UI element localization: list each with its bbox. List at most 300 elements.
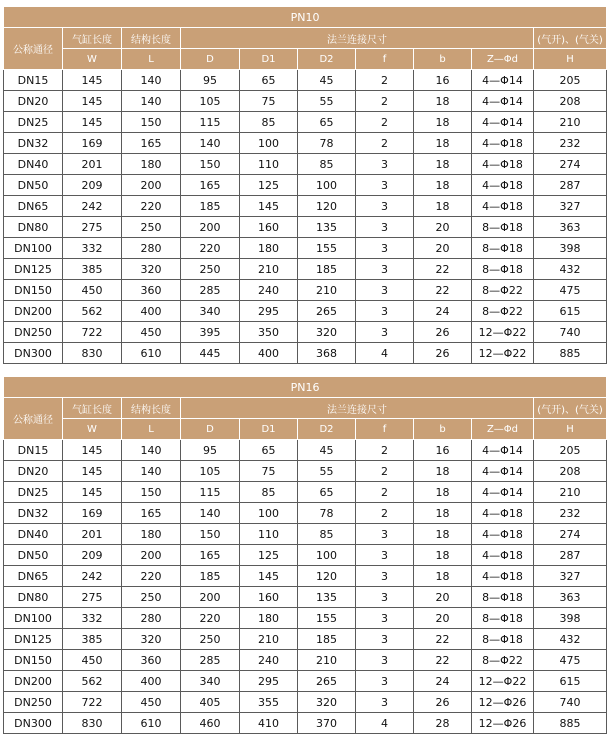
d1-cell: 160 [240, 587, 298, 608]
d1-cell: 110 [240, 524, 298, 545]
l-cell: 165 [122, 133, 181, 154]
z-phi-d-cell: 12—Φ26 [472, 692, 534, 713]
w-cell: 722 [63, 322, 122, 343]
d-cell: 395 [181, 322, 240, 343]
b-cell: 18 [414, 196, 472, 217]
d2-cell: 65 [298, 482, 356, 503]
table-row [4, 238, 607, 259]
h-cell: 274 [534, 154, 607, 175]
d1-cell: 145 [240, 566, 298, 587]
w-cell: 145 [63, 461, 122, 482]
d2-cell: 185 [298, 259, 356, 280]
table-row [4, 91, 607, 112]
f-cell: 2 [356, 70, 414, 91]
d-cell: 220 [181, 238, 240, 259]
title-row [4, 377, 607, 398]
d1-cell: 85 [240, 482, 298, 503]
d2-cell: 85 [298, 524, 356, 545]
d1-cell: 75 [240, 91, 298, 112]
h-cell: 274 [534, 524, 607, 545]
d2-cell: 100 [298, 545, 356, 566]
col-l-header: L [122, 49, 181, 70]
d-cell: 445 [181, 343, 240, 364]
h-cell: 885 [534, 713, 607, 734]
d1-cell: 355 [240, 692, 298, 713]
b-cell: 16 [414, 70, 472, 91]
d-cell: 140 [181, 503, 240, 524]
col-d-header: D [181, 49, 240, 70]
d-cell: 105 [181, 91, 240, 112]
nominal-diameter-cell: DN40 [4, 154, 63, 175]
d-cell: 140 [181, 133, 240, 154]
b-cell: 20 [414, 217, 472, 238]
w-cell: 201 [63, 524, 122, 545]
col-l-header: L [122, 419, 181, 440]
b-cell: 18 [414, 503, 472, 524]
d1-cell: 295 [240, 671, 298, 692]
col-d-header: D [181, 419, 240, 440]
f-cell: 2 [356, 503, 414, 524]
h-cell: 287 [534, 545, 607, 566]
f-cell: 3 [356, 566, 414, 587]
table-row [4, 133, 607, 154]
h-cell: 327 [534, 196, 607, 217]
l-cell: 450 [122, 322, 181, 343]
f-cell: 3 [356, 587, 414, 608]
b-cell: 22 [414, 629, 472, 650]
nominal-diameter-cell: DN50 [4, 175, 63, 196]
d1-cell: 75 [240, 461, 298, 482]
l-cell: 140 [122, 70, 181, 91]
b-cell: 16 [414, 440, 472, 461]
nominal-diameter-cell: DN125 [4, 259, 63, 280]
f-cell: 3 [356, 608, 414, 629]
w-cell: 275 [63, 217, 122, 238]
d2-cell: 78 [298, 503, 356, 524]
z-phi-d-cell: 4—Φ18 [472, 545, 534, 566]
w-cell: 332 [63, 608, 122, 629]
d-cell: 115 [181, 112, 240, 133]
flange-dimensions-header: 法兰连接尺寸 [181, 398, 534, 419]
nominal-diameter-cell: DN80 [4, 217, 63, 238]
w-cell: 275 [63, 587, 122, 608]
nominal-diameter-cell: DN150 [4, 650, 63, 671]
col-h-header: H [534, 49, 607, 70]
nominal-diameter-cell: DN50 [4, 545, 63, 566]
nominal-diameter-cell: DN80 [4, 587, 63, 608]
z-phi-d-cell: 8—Φ18 [472, 587, 534, 608]
d1-cell: 110 [240, 154, 298, 175]
h-cell: 475 [534, 650, 607, 671]
nominal-diameter-cell: DN20 [4, 91, 63, 112]
h-cell: 475 [534, 280, 607, 301]
l-cell: 250 [122, 587, 181, 608]
l-cell: 450 [122, 692, 181, 713]
b-cell: 18 [414, 112, 472, 133]
l-cell: 180 [122, 154, 181, 175]
d1-cell: 350 [240, 322, 298, 343]
table-row [4, 671, 607, 692]
d1-cell: 85 [240, 112, 298, 133]
d1-cell: 410 [240, 713, 298, 734]
h-cell: 205 [534, 440, 607, 461]
l-cell: 165 [122, 503, 181, 524]
f-cell: 3 [356, 629, 414, 650]
d-cell: 220 [181, 608, 240, 629]
col-b-header: b [414, 419, 472, 440]
col-h-header: H [534, 419, 607, 440]
col-z-phi-d-header: Z—Φd [472, 49, 534, 70]
h-cell: 363 [534, 587, 607, 608]
d2-cell: 210 [298, 650, 356, 671]
nominal-diameter-cell: DN100 [4, 608, 63, 629]
nominal-diameter-cell: DN32 [4, 503, 63, 524]
f-cell: 3 [356, 671, 414, 692]
d-cell: 405 [181, 692, 240, 713]
z-phi-d-cell: 4—Φ18 [472, 566, 534, 587]
column-header-row [4, 419, 607, 440]
h-cell: 232 [534, 503, 607, 524]
d1-cell: 125 [240, 545, 298, 566]
f-cell: 3 [356, 259, 414, 280]
nominal-diameter-cell: DN100 [4, 238, 63, 259]
d1-cell: 65 [240, 440, 298, 461]
w-cell: 450 [63, 650, 122, 671]
h-cell: 205 [534, 70, 607, 91]
d1-cell: 400 [240, 343, 298, 364]
l-cell: 400 [122, 671, 181, 692]
f-cell: 2 [356, 112, 414, 133]
d-cell: 185 [181, 566, 240, 587]
table-row [4, 280, 607, 301]
table-row [4, 196, 607, 217]
d-cell: 185 [181, 196, 240, 217]
z-phi-d-cell: 12—Φ26 [472, 713, 534, 734]
z-phi-d-cell: 4—Φ18 [472, 524, 534, 545]
w-cell: 450 [63, 280, 122, 301]
h-cell: 740 [534, 692, 607, 713]
z-phi-d-cell: 4—Φ14 [472, 482, 534, 503]
f-cell: 3 [356, 154, 414, 175]
d2-cell: 120 [298, 566, 356, 587]
w-cell: 385 [63, 629, 122, 650]
f-cell: 2 [356, 440, 414, 461]
b-cell: 26 [414, 343, 472, 364]
h-cell: 210 [534, 112, 607, 133]
f-cell: 3 [356, 217, 414, 238]
f-cell: 3 [356, 650, 414, 671]
z-phi-d-cell: 4—Φ18 [472, 196, 534, 217]
d1-cell: 180 [240, 238, 298, 259]
b-cell: 24 [414, 671, 472, 692]
table-row [4, 629, 607, 650]
w-cell: 722 [63, 692, 122, 713]
b-cell: 18 [414, 175, 472, 196]
w-cell: 830 [63, 343, 122, 364]
w-cell: 169 [63, 503, 122, 524]
d-cell: 200 [181, 217, 240, 238]
w-cell: 145 [63, 91, 122, 112]
f-cell: 2 [356, 461, 414, 482]
f-cell: 3 [356, 545, 414, 566]
b-cell: 18 [414, 461, 472, 482]
nominal-diameter-cell: DN25 [4, 112, 63, 133]
nominal-diameter-cell: DN25 [4, 482, 63, 503]
b-cell: 22 [414, 280, 472, 301]
d2-cell: 155 [298, 238, 356, 259]
h-cell: 885 [534, 343, 607, 364]
d2-cell: 65 [298, 112, 356, 133]
z-phi-d-cell: 4—Φ14 [472, 91, 534, 112]
table-row [4, 70, 607, 91]
d2-cell: 320 [298, 322, 356, 343]
d1-cell: 180 [240, 608, 298, 629]
f-cell: 3 [356, 238, 414, 259]
nominal-diameter-cell: DN250 [4, 322, 63, 343]
d-cell: 285 [181, 280, 240, 301]
d2-cell: 368 [298, 343, 356, 364]
nominal-diameter-header: 公称通径 [4, 398, 63, 440]
table-row [4, 440, 607, 461]
group-header-row [4, 398, 607, 419]
z-phi-d-cell: 4—Φ18 [472, 175, 534, 196]
col-w-header: W [63, 419, 122, 440]
z-phi-d-cell: 8—Φ18 [472, 238, 534, 259]
d-cell: 95 [181, 440, 240, 461]
f-cell: 4 [356, 713, 414, 734]
z-phi-d-cell: 8—Φ18 [472, 629, 534, 650]
z-phi-d-cell: 4—Φ18 [472, 503, 534, 524]
table-row [4, 524, 607, 545]
w-cell: 145 [63, 112, 122, 133]
h-cell: 208 [534, 91, 607, 112]
col-w-header: W [63, 49, 122, 70]
h-cell: 363 [534, 217, 607, 238]
d2-cell: 265 [298, 671, 356, 692]
z-phi-d-cell: 12—Φ22 [472, 343, 534, 364]
w-cell: 830 [63, 713, 122, 734]
col-z-phi-d-header: Z—Φd [472, 419, 534, 440]
l-cell: 280 [122, 608, 181, 629]
d1-cell: 210 [240, 259, 298, 280]
l-cell: 150 [122, 482, 181, 503]
nominal-diameter-cell: DN200 [4, 301, 63, 322]
nominal-diameter-cell: DN15 [4, 70, 63, 91]
l-cell: 320 [122, 629, 181, 650]
w-cell: 145 [63, 482, 122, 503]
d2-cell: 120 [298, 196, 356, 217]
d1-cell: 100 [240, 133, 298, 154]
col-d2-header: D2 [298, 49, 356, 70]
table-row [4, 175, 607, 196]
group-header-row [4, 28, 607, 49]
w-cell: 201 [63, 154, 122, 175]
table-row [4, 692, 607, 713]
h-cell: 232 [534, 133, 607, 154]
l-cell: 610 [122, 713, 181, 734]
table-row [4, 343, 607, 364]
f-cell: 3 [356, 196, 414, 217]
nominal-diameter-cell: DN300 [4, 343, 63, 364]
d-cell: 460 [181, 713, 240, 734]
h-cell: 287 [534, 175, 607, 196]
nominal-diameter-cell: DN250 [4, 692, 63, 713]
w-cell: 562 [63, 301, 122, 322]
nominal-diameter-cell: DN40 [4, 524, 63, 545]
table-row [4, 259, 607, 280]
d-cell: 165 [181, 175, 240, 196]
b-cell: 18 [414, 91, 472, 112]
pressure-class-title: PN16 [4, 377, 607, 398]
d-cell: 340 [181, 301, 240, 322]
b-cell: 22 [414, 259, 472, 280]
col-b-header: b [414, 49, 472, 70]
w-cell: 209 [63, 175, 122, 196]
h-cell: 327 [534, 566, 607, 587]
d2-cell: 45 [298, 70, 356, 91]
d2-cell: 185 [298, 629, 356, 650]
l-cell: 400 [122, 301, 181, 322]
b-cell: 26 [414, 322, 472, 343]
l-cell: 140 [122, 91, 181, 112]
f-cell: 3 [356, 692, 414, 713]
b-cell: 18 [414, 133, 472, 154]
b-cell: 20 [414, 587, 472, 608]
nominal-diameter-cell: DN125 [4, 629, 63, 650]
z-phi-d-cell: 4—Φ14 [472, 112, 534, 133]
col-d1-header: D1 [240, 419, 298, 440]
d-cell: 250 [181, 629, 240, 650]
h-cell: 208 [534, 461, 607, 482]
b-cell: 26 [414, 692, 472, 713]
col-f-header: f [356, 49, 414, 70]
z-phi-d-cell: 12—Φ22 [472, 671, 534, 692]
f-cell: 3 [356, 322, 414, 343]
d2-cell: 45 [298, 440, 356, 461]
table-row [4, 217, 607, 238]
l-cell: 320 [122, 259, 181, 280]
cylinder-length-header: 气缸长度 [63, 398, 122, 419]
table-row [4, 503, 607, 524]
b-cell: 22 [414, 650, 472, 671]
f-cell: 2 [356, 91, 414, 112]
pressure-class-title: PN10 [4, 7, 607, 28]
d2-cell: 55 [298, 461, 356, 482]
d2-cell: 55 [298, 91, 356, 112]
air-open-close-header: (气开)、(气关) [534, 28, 607, 49]
structure-length-header: 结构长度 [122, 398, 181, 419]
l-cell: 220 [122, 196, 181, 217]
nominal-diameter-cell: DN150 [4, 280, 63, 301]
table-row [4, 713, 607, 734]
b-cell: 20 [414, 238, 472, 259]
b-cell: 18 [414, 482, 472, 503]
d1-cell: 145 [240, 196, 298, 217]
l-cell: 150 [122, 112, 181, 133]
l-cell: 180 [122, 524, 181, 545]
h-cell: 398 [534, 238, 607, 259]
z-phi-d-cell: 4—Φ14 [472, 440, 534, 461]
nominal-diameter-header: 公称通径 [4, 28, 63, 70]
b-cell: 20 [414, 608, 472, 629]
d1-cell: 240 [240, 650, 298, 671]
structure-length-header: 结构长度 [122, 28, 181, 49]
d1-cell: 125 [240, 175, 298, 196]
f-cell: 3 [356, 301, 414, 322]
table-row [4, 566, 607, 587]
z-phi-d-cell: 4—Φ18 [472, 133, 534, 154]
f-cell: 2 [356, 482, 414, 503]
d2-cell: 135 [298, 217, 356, 238]
z-phi-d-cell: 4—Φ14 [472, 461, 534, 482]
d2-cell: 210 [298, 280, 356, 301]
nominal-diameter-cell: DN300 [4, 713, 63, 734]
air-open-close-header: (气开)、(气关) [534, 398, 607, 419]
z-phi-d-cell: 8—Φ18 [472, 217, 534, 238]
l-cell: 140 [122, 440, 181, 461]
h-cell: 615 [534, 301, 607, 322]
nominal-diameter-cell: DN65 [4, 196, 63, 217]
h-cell: 210 [534, 482, 607, 503]
table-row [4, 112, 607, 133]
nominal-diameter-cell: DN20 [4, 461, 63, 482]
d2-cell: 100 [298, 175, 356, 196]
d-cell: 150 [181, 524, 240, 545]
d-cell: 150 [181, 154, 240, 175]
d2-cell: 265 [298, 301, 356, 322]
z-phi-d-cell: 4—Φ14 [472, 70, 534, 91]
b-cell: 18 [414, 154, 472, 175]
w-cell: 242 [63, 196, 122, 217]
table-row [4, 154, 607, 175]
w-cell: 562 [63, 671, 122, 692]
d-cell: 165 [181, 545, 240, 566]
d-cell: 250 [181, 259, 240, 280]
z-phi-d-cell: 8—Φ18 [472, 259, 534, 280]
d1-cell: 160 [240, 217, 298, 238]
d-cell: 285 [181, 650, 240, 671]
d2-cell: 85 [298, 154, 356, 175]
nominal-diameter-cell: DN32 [4, 133, 63, 154]
z-phi-d-cell: 8—Φ22 [472, 280, 534, 301]
d-cell: 340 [181, 671, 240, 692]
w-cell: 145 [63, 440, 122, 461]
d1-cell: 210 [240, 629, 298, 650]
h-cell: 432 [534, 259, 607, 280]
d2-cell: 155 [298, 608, 356, 629]
d-cell: 105 [181, 461, 240, 482]
column-header-row [4, 49, 607, 70]
l-cell: 280 [122, 238, 181, 259]
h-cell: 740 [534, 322, 607, 343]
b-cell: 28 [414, 713, 472, 734]
w-cell: 145 [63, 70, 122, 91]
f-cell: 3 [356, 524, 414, 545]
l-cell: 200 [122, 175, 181, 196]
d2-cell: 78 [298, 133, 356, 154]
w-cell: 169 [63, 133, 122, 154]
z-phi-d-cell: 4—Φ18 [472, 154, 534, 175]
l-cell: 610 [122, 343, 181, 364]
b-cell: 24 [414, 301, 472, 322]
d1-cell: 65 [240, 70, 298, 91]
f-cell: 4 [356, 343, 414, 364]
l-cell: 200 [122, 545, 181, 566]
z-phi-d-cell: 8—Φ22 [472, 650, 534, 671]
d-cell: 200 [181, 587, 240, 608]
col-d1-header: D1 [240, 49, 298, 70]
b-cell: 18 [414, 524, 472, 545]
